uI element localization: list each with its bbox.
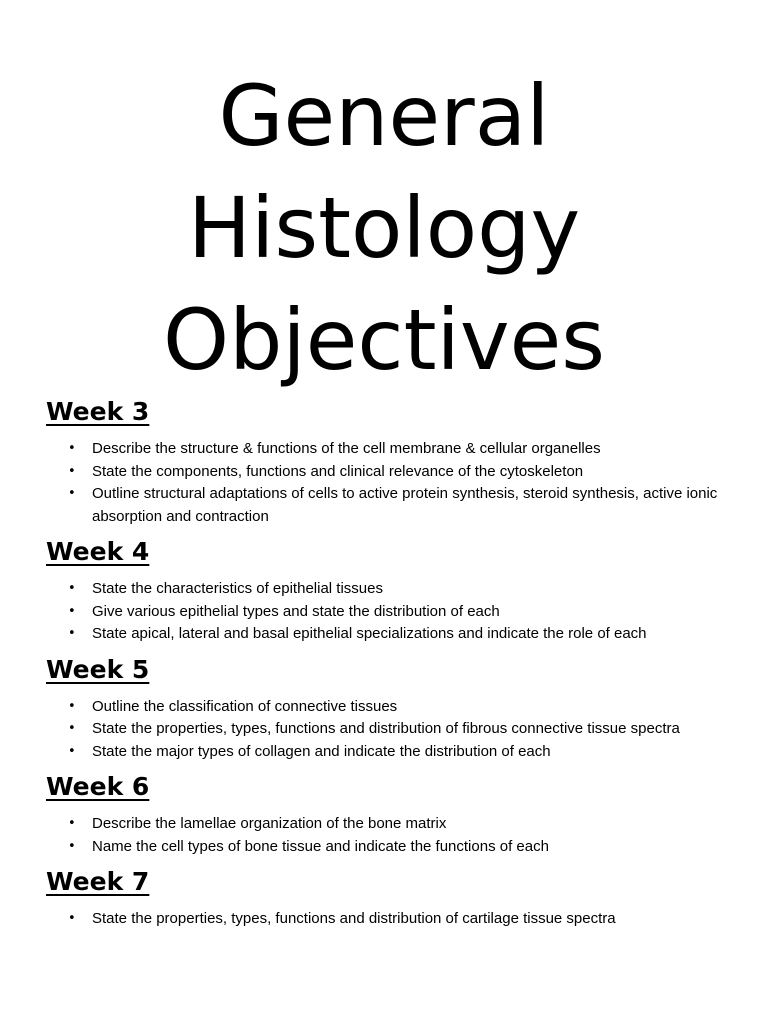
week-section	[46, 654, 726, 764]
objective-item	[46, 578, 726, 601]
bullet-icon: •	[68, 463, 76, 479]
week-heading: Week 3	[46, 397, 150, 426]
week-heading: Week 7	[46, 867, 150, 896]
week-section	[46, 536, 726, 646]
objective-text: Give various epithelial types and state the distribution of each	[92, 602, 500, 620]
objective-item	[46, 601, 726, 624]
objectives-content	[46, 396, 726, 939]
objective-text: State the components, functions and clinical relevance of the cytoskeleton	[92, 462, 584, 480]
objective-text: State the properties, types, functions and distribution of cartilage tissue spectra	[92, 910, 616, 927]
title-line: Objectives	[162, 291, 606, 389]
objective-item	[46, 461, 726, 484]
objective-item	[46, 718, 726, 741]
bullet-icon: •	[68, 838, 76, 854]
bullet-icon: •	[68, 816, 76, 831]
objective-list	[46, 578, 726, 646]
objective-list	[46, 438, 726, 528]
objective-text: State the characteristics of epithelial tissues	[92, 580, 383, 597]
objective-item	[46, 741, 726, 764]
objective-item	[46, 813, 726, 836]
objective-item	[46, 836, 726, 859]
objective-item	[46, 696, 726, 719]
objective-list	[46, 696, 726, 764]
objective-text: State apical, lateral and basal epithelial specializations and indicate the role of each	[92, 625, 647, 642]
week-section	[46, 866, 726, 931]
objective-item	[46, 438, 726, 461]
objective-list	[46, 908, 726, 931]
week-section	[46, 396, 726, 528]
bullet-icon: •	[68, 603, 76, 619]
objective-item	[46, 483, 726, 528]
objective-item	[46, 623, 726, 646]
week-heading: Week 6	[46, 772, 150, 801]
title-line: General	[218, 67, 550, 165]
objective-text: State the major types of collagen and indicate the distribution of each	[92, 742, 551, 760]
objective-item	[46, 908, 726, 931]
objective-list	[46, 813, 726, 858]
objective-text: Describe the structure & functions of the cell membrane & cellular organelles	[92, 440, 601, 457]
bullet-icon: •	[68, 911, 76, 926]
page-title	[0, 60, 768, 396]
bullet-icon: •	[68, 721, 76, 736]
title-line: Histology	[187, 179, 581, 277]
objective-text: State the properties, types, functions and distribution of fibrous connective tissue spectra	[92, 720, 680, 737]
objective-text: Outline the classification of connective tissues	[92, 697, 398, 715]
bullet-icon: •	[68, 626, 76, 641]
week-heading: Week 4	[46, 537, 150, 566]
bullet-icon: •	[68, 486, 76, 501]
bullet-icon: •	[68, 743, 76, 759]
week-heading: Week 5	[46, 654, 150, 684]
objective-text: Outline structural adaptations of cells to active protein synthesis, steroid synthesis, active ionic absorption and contraction	[92, 485, 718, 525]
objective-text: Describe the lamellae organization of the bone matrix	[92, 815, 447, 832]
objective-text: Name the cell types of bone tissue and indicate the functions of each	[92, 837, 549, 855]
bullet-icon: •	[68, 441, 76, 456]
bullet-icon: •	[68, 698, 76, 714]
bullet-icon: •	[68, 581, 76, 596]
week-section	[46, 771, 726, 858]
